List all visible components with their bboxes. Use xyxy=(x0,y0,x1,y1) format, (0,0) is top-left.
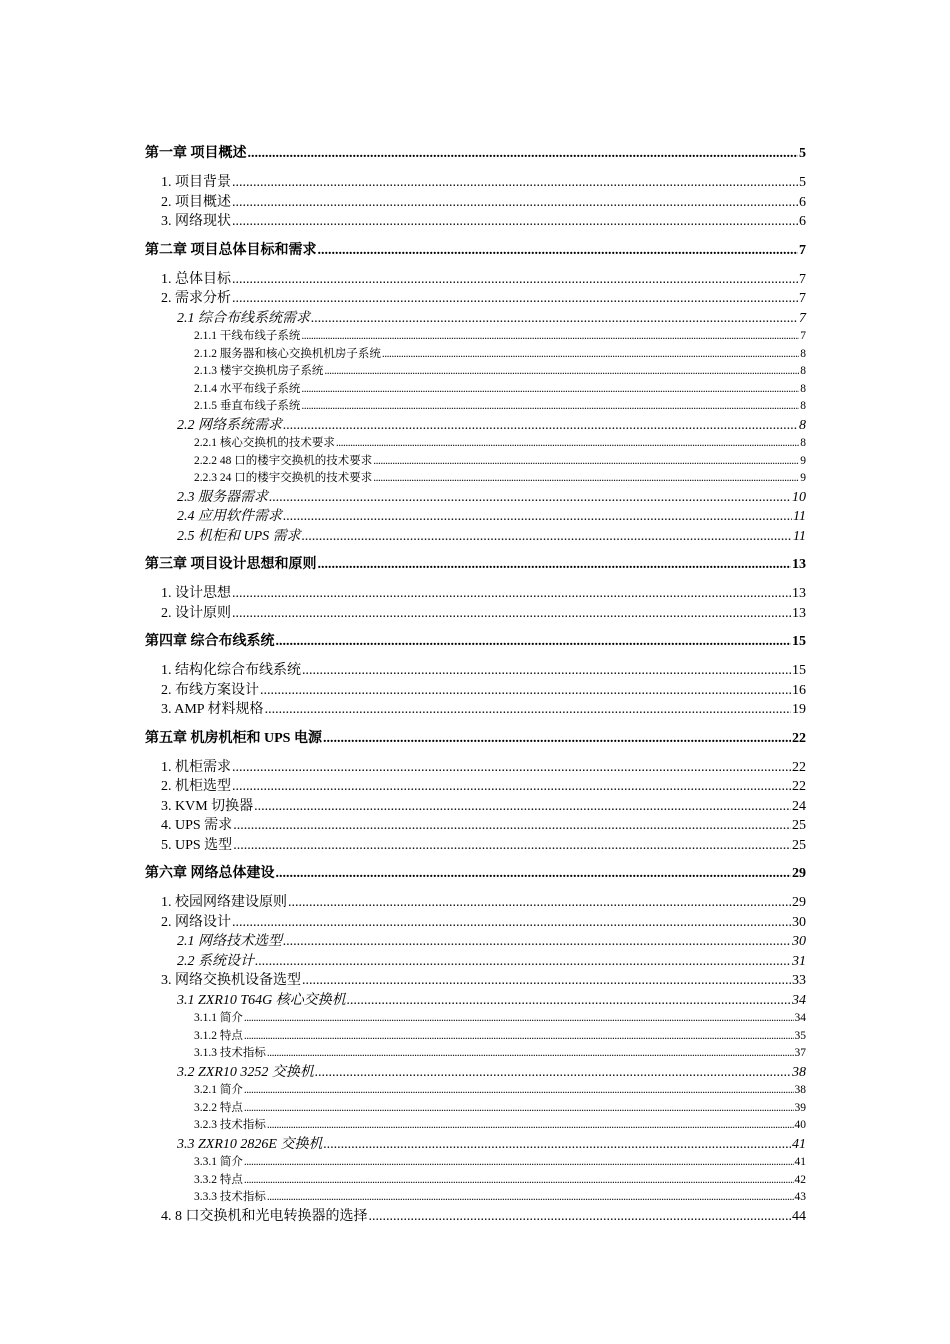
toc-page-number: 42 xyxy=(794,1173,806,1186)
toc-dot-leader xyxy=(302,971,791,991)
toc-entry-title: 2.1.3 楼宇交换机房子系统 xyxy=(194,365,324,377)
toc-page-number: 22 xyxy=(792,759,806,775)
toc-entry-title: 2.4 应用软件需求 xyxy=(177,509,282,524)
toc-page-number: 15 xyxy=(792,634,806,649)
toc-dot-leader xyxy=(255,952,791,972)
toc-dot-leader xyxy=(244,1172,794,1190)
toc-entry-title: 第五章 机房机柜和 UPS 电源 xyxy=(145,730,322,746)
toc-dot-leader xyxy=(265,700,791,720)
toc-subsubsection[interactable] xyxy=(145,1082,806,1100)
toc-section[interactable] xyxy=(145,893,806,913)
toc-dot-leader xyxy=(318,241,799,261)
toc-subsection[interactable] xyxy=(145,1135,806,1155)
toc-subsubsection[interactable] xyxy=(145,1189,806,1207)
toc-page-number: 43 xyxy=(794,1191,806,1203)
toc-dot-leader xyxy=(244,1154,794,1172)
toc-page-number: 8 xyxy=(800,437,806,449)
toc-entry-title: 3. AMP 材料规格 xyxy=(161,702,264,717)
toc-subsubsection[interactable] xyxy=(145,328,806,346)
toc-dot-leader xyxy=(301,398,799,416)
toc-section[interactable] xyxy=(145,758,806,778)
toc-dot-leader xyxy=(283,416,798,436)
toc-dot-leader xyxy=(323,1135,791,1155)
toc-entry-title: 2. 需求分析 xyxy=(161,291,231,306)
toc-subsection[interactable] xyxy=(145,991,806,1011)
toc-subsection[interactable] xyxy=(145,952,806,972)
toc-section[interactable] xyxy=(145,971,806,991)
toc-entry-title: 2. 布线方案设计 xyxy=(161,682,259,698)
toc-dot-leader xyxy=(288,893,791,913)
toc-dot-leader xyxy=(318,555,792,575)
toc-page-number: 25 xyxy=(792,818,806,833)
toc-page-number: 7 xyxy=(799,291,806,306)
toc-subsubsection[interactable] xyxy=(145,435,806,453)
toc-dot-leader xyxy=(244,1082,794,1100)
toc-dot-leader xyxy=(267,1117,794,1135)
toc-section[interactable] xyxy=(145,836,806,856)
toc-dot-leader xyxy=(232,584,791,604)
toc-dot-leader xyxy=(301,381,799,399)
toc-entry-title: 3.3.1 简介 xyxy=(194,1156,243,1168)
toc-entry-title: 3.2 ZXR10 3252 交换机 xyxy=(177,1064,314,1080)
toc-section[interactable] xyxy=(145,584,806,604)
toc-entry-title: 1. 设计思想 xyxy=(161,586,231,601)
toc-subsubsection[interactable] xyxy=(145,453,806,471)
toc-subsection[interactable] xyxy=(145,1063,806,1083)
toc-entry-title: 5. UPS 选型 xyxy=(161,837,233,853)
toc-dot-leader xyxy=(248,144,799,164)
toc-chapter[interactable] xyxy=(145,555,806,575)
toc-entry-title: 2. 机柜选型 xyxy=(161,779,231,794)
toc-dot-leader xyxy=(232,173,798,193)
toc-entry-title: 3.2.3 技术指标 xyxy=(194,1119,266,1131)
toc-page-number: 39 xyxy=(794,1101,806,1114)
toc-dot-leader xyxy=(324,363,799,381)
toc-section[interactable] xyxy=(145,777,806,797)
toc-subsection[interactable] xyxy=(145,527,806,547)
toc-section[interactable] xyxy=(145,604,806,624)
toc-dot-leader xyxy=(244,1028,794,1046)
toc-page-number: 8 xyxy=(800,400,806,412)
toc-page-number: 33 xyxy=(792,973,806,988)
toc-dot-leader xyxy=(382,346,799,364)
toc-subsubsection[interactable] xyxy=(145,363,806,381)
toc-page-number: 24 xyxy=(792,798,806,814)
toc-page-number: 11 xyxy=(793,509,806,524)
toc-section[interactable] xyxy=(145,270,806,290)
toc-page-number: 37 xyxy=(794,1047,806,1059)
toc-entry-title: 第六章 网络总体建设 xyxy=(145,866,275,881)
toc-section[interactable] xyxy=(145,1207,806,1227)
toc-page-number: 44 xyxy=(792,1208,806,1224)
toc-entry-title: 2.2 网络系统需求 xyxy=(177,417,282,433)
toc-dot-leader xyxy=(232,604,791,624)
toc-entry-title: 2.1 网络技术选型 xyxy=(177,934,282,949)
toc-page-number: 29 xyxy=(792,895,806,910)
toc-section[interactable] xyxy=(145,289,806,309)
toc-subsubsection[interactable] xyxy=(145,1117,806,1135)
toc-section[interactable] xyxy=(145,193,806,213)
toc-dot-leader xyxy=(301,328,799,346)
toc-entry-title: 2.1.2 服务器和核心交换机机房子系统 xyxy=(194,347,381,360)
toc-entry-title: 3.1 ZXR10 T64G 核心交换机 xyxy=(177,992,346,1008)
toc-dot-leader xyxy=(276,632,792,652)
toc-page-number: 7 xyxy=(799,242,806,258)
toc-page-number: 15 xyxy=(792,663,806,678)
toc-subsubsection[interactable] xyxy=(145,1172,806,1190)
toc-entry-title: 2.2.2 48 口的楼宇交换机的技术要求 xyxy=(194,454,373,467)
toc-dot-leader xyxy=(244,1010,794,1028)
toc-dot-leader xyxy=(369,1207,792,1227)
toc-section[interactable] xyxy=(145,173,806,193)
toc-page-number: 6 xyxy=(799,214,806,229)
toc-dot-leader xyxy=(244,1100,794,1118)
toc-dot-leader xyxy=(302,527,792,547)
toc-subsubsection[interactable] xyxy=(145,1100,806,1118)
toc-page-number: 29 xyxy=(792,866,806,881)
toc-page-number: 7 xyxy=(800,330,806,342)
toc-entry-title: 3.1.2 特点 xyxy=(194,1029,243,1042)
toc-subsubsection[interactable] xyxy=(145,1028,806,1046)
toc-dot-leader xyxy=(311,309,798,329)
toc-page-number: 38 xyxy=(792,1064,806,1080)
toc-entry-title: 2.2 系统设计 xyxy=(177,953,254,969)
toc-entry-title: 3.3.3 技术指标 xyxy=(194,1191,266,1203)
toc-page-number: 25 xyxy=(792,837,806,853)
toc-subsection[interactable] xyxy=(145,932,806,952)
toc-entry-title: 1. 机柜需求 xyxy=(161,759,231,775)
toc-section[interactable] xyxy=(145,212,806,232)
toc-entry-title: 2.1 综合布线系统需求 xyxy=(177,310,310,326)
toc-subsection[interactable] xyxy=(145,507,806,527)
toc-page-number: 41 xyxy=(792,1136,806,1152)
toc-subsubsection[interactable] xyxy=(145,398,806,416)
toc-page-number: 30 xyxy=(792,914,806,930)
toc-dot-leader xyxy=(373,453,799,471)
toc-entry-title: 2.1.5 垂直布线子系统 xyxy=(194,400,301,412)
toc-chapter[interactable] xyxy=(145,144,806,164)
toc-entry-title: 2.1.4 水平布线子系统 xyxy=(194,382,301,395)
toc-page-number: 22 xyxy=(792,779,806,794)
toc-entry-title: 第二章 项目总体目标和需求 xyxy=(145,242,317,258)
toc-page-number: 34 xyxy=(792,992,806,1008)
toc-entry-title: 3.1.1 简介 xyxy=(194,1012,243,1024)
toc-page-number: 7 xyxy=(799,271,806,287)
toc-entry-title: 3. KVM 切换器 xyxy=(161,798,254,814)
toc-entry-title: 1. 结构化综合布线系统 xyxy=(161,663,301,678)
toc-entry-title: 1. 总体目标 xyxy=(161,271,231,287)
toc-entry-title: 4. UPS 需求 xyxy=(161,818,233,833)
toc-page-number: 8 xyxy=(800,365,806,377)
toc-subsection[interactable] xyxy=(145,309,806,329)
toc-page-number: 16 xyxy=(792,682,806,698)
toc-entry-title: 第一章 项目概述 xyxy=(145,146,247,161)
toc-section[interactable] xyxy=(145,700,806,720)
toc-entry-title: 2. 项目概述 xyxy=(161,194,231,210)
toc-entry-title: 第四章 综合布线系统 xyxy=(145,634,275,649)
toc-page-number: 38 xyxy=(794,1084,806,1096)
toc-subsection[interactable] xyxy=(145,488,806,508)
toc-page-number: 8 xyxy=(800,347,806,360)
toc-page-number: 40 xyxy=(794,1119,806,1131)
toc-subsubsection[interactable] xyxy=(145,346,806,364)
toc-entry-title: 2.2.1 核心交换机的技术要求 xyxy=(194,437,335,449)
toc-entry-title: 3.3 ZXR10 2826E 交换机 xyxy=(177,1136,323,1152)
toc-entry-title: 3.1.3 技术指标 xyxy=(194,1047,266,1059)
toc-dot-leader xyxy=(336,435,799,453)
toc-page-number: 35 xyxy=(794,1029,806,1042)
table-of-contents xyxy=(145,144,806,1226)
toc-page-number: 5 xyxy=(799,146,806,161)
toc-dot-leader xyxy=(323,729,791,749)
toc-dot-leader xyxy=(233,816,791,836)
toc-page-number: 9 xyxy=(800,454,806,467)
toc-subsubsection[interactable] xyxy=(145,381,806,399)
toc-page-number: 10 xyxy=(792,489,806,505)
toc-subsubsection[interactable] xyxy=(145,470,806,488)
toc-page-number: 8 xyxy=(799,417,806,433)
toc-page-number: 5 xyxy=(799,175,806,190)
toc-subsubsection[interactable] xyxy=(145,1154,806,1172)
toc-entry-title: 3.2.2 特点 xyxy=(194,1101,243,1114)
toc-dot-leader xyxy=(232,289,798,309)
toc-section[interactable] xyxy=(145,797,806,817)
toc-dot-leader xyxy=(267,1189,794,1207)
toc-entry-title: 1. 校园网络建设原则 xyxy=(161,895,287,910)
toc-dot-leader xyxy=(232,758,791,778)
toc-page-number: 9 xyxy=(800,472,806,484)
toc-dot-leader xyxy=(302,661,791,681)
toc-subsubsection[interactable] xyxy=(145,1045,806,1063)
toc-dot-leader xyxy=(232,193,798,213)
toc-entry-title: 2.5 机柜和 UPS 需求 xyxy=(177,528,301,544)
toc-entry-title: 4. 8 口交换机和光电转换器的选择 xyxy=(161,1208,368,1224)
toc-dot-leader xyxy=(232,270,798,290)
toc-chapter[interactable] xyxy=(145,632,806,652)
toc-dot-leader xyxy=(276,864,792,884)
toc-dot-leader xyxy=(232,913,791,933)
toc-dot-leader xyxy=(283,507,792,527)
toc-chapter[interactable] xyxy=(145,241,806,261)
toc-page-number: 30 xyxy=(792,934,806,949)
toc-page-number: 11 xyxy=(793,528,806,544)
toc-page-number: 6 xyxy=(799,194,806,210)
toc-entry-title: 3. 网络现状 xyxy=(161,214,231,229)
toc-entry-title: 2.3 服务器需求 xyxy=(177,489,268,505)
toc-entry-title: 3.2.1 简介 xyxy=(194,1084,243,1096)
toc-dot-leader xyxy=(347,991,791,1011)
toc-page-number: 31 xyxy=(792,953,806,969)
toc-subsection[interactable] xyxy=(145,416,806,436)
toc-dot-leader xyxy=(283,932,791,952)
toc-section[interactable] xyxy=(145,661,806,681)
toc-section[interactable] xyxy=(145,681,806,701)
toc-page-number: 13 xyxy=(792,557,806,572)
toc-section[interactable] xyxy=(145,913,806,933)
toc-dot-leader xyxy=(373,470,799,488)
toc-entry-title: 3.3.2 特点 xyxy=(194,1173,243,1186)
toc-chapter[interactable] xyxy=(145,864,806,884)
toc-dot-leader xyxy=(233,836,791,856)
toc-entry-title: 第三章 项目设计思想和原则 xyxy=(145,557,317,572)
toc-page-number: 8 xyxy=(800,382,806,395)
toc-dot-leader xyxy=(269,488,791,508)
toc-section[interactable] xyxy=(145,816,806,836)
toc-entry-title: 3. 网络交换机设备选型 xyxy=(161,973,301,988)
toc-page-number: 13 xyxy=(792,605,806,621)
toc-entry-title: 2.2.3 24 口的楼宇交换机的技术要求 xyxy=(194,472,373,484)
toc-subsubsection[interactable] xyxy=(145,1010,806,1028)
toc-dot-leader xyxy=(254,797,791,817)
toc-entry-title: 2. 网络设计 xyxy=(161,914,231,930)
toc-chapter[interactable] xyxy=(145,729,806,749)
toc-dot-leader xyxy=(315,1063,791,1083)
toc-page-number: 22 xyxy=(792,730,806,746)
toc-page-number: 7 xyxy=(799,310,806,326)
toc-entry-title: 2. 设计原则 xyxy=(161,605,231,621)
toc-dot-leader xyxy=(267,1045,794,1063)
toc-page-number: 41 xyxy=(794,1156,806,1168)
toc-entry-title: 2.1.1 干线布线子系统 xyxy=(194,330,301,342)
toc-entry-title: 1. 项目背景 xyxy=(161,175,231,190)
toc-page-number: 19 xyxy=(792,702,806,717)
toc-dot-leader xyxy=(260,681,791,701)
toc-page-number: 34 xyxy=(794,1012,806,1024)
toc-dot-leader xyxy=(232,777,791,797)
toc-page-number: 13 xyxy=(792,586,806,601)
toc-dot-leader xyxy=(232,212,798,232)
